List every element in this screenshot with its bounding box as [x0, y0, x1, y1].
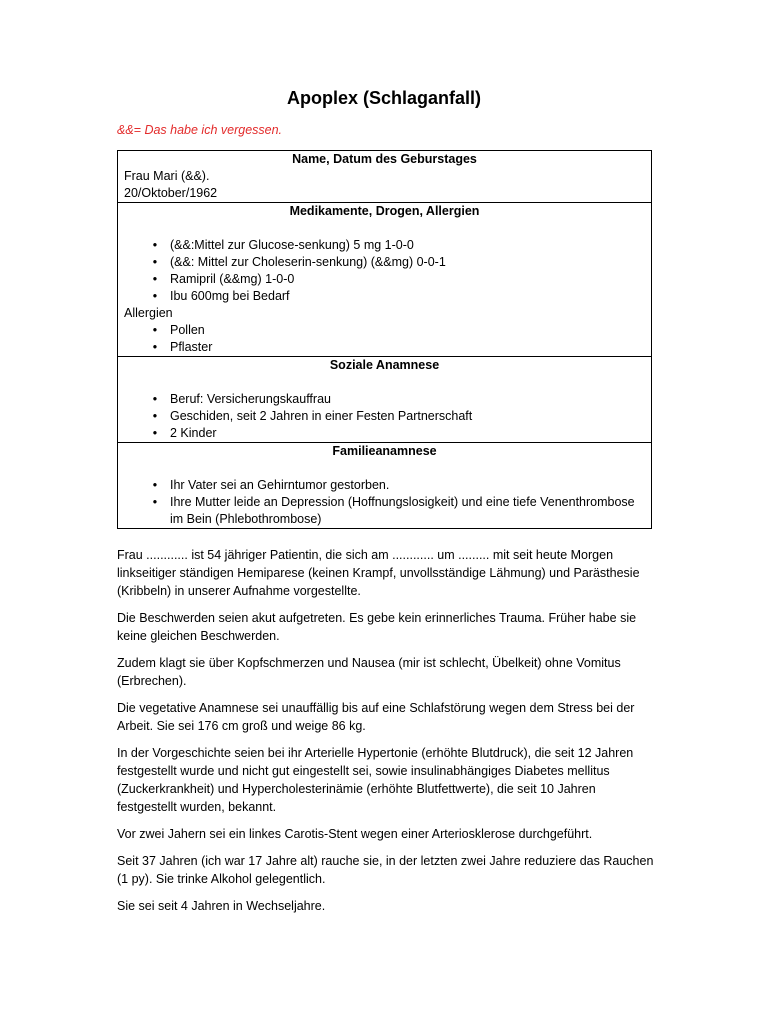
page-title: Apoplex (Schlaganfall): [286, 88, 482, 108]
social-section: [118, 357, 652, 443]
list-item: • (&&: Mittel zur Choleserin-senkung) (&&mg) 0-0-1: [124, 254, 645, 271]
name-section-header: Name, Datum des Geburstages: [292, 152, 477, 166]
patient-name: Frau Mari (&&).: [124, 169, 210, 183]
list-item: • Beruf: Versicherungskauffrau: [124, 391, 645, 408]
bullet-icon: •: [152, 289, 158, 303]
bullet-icon: •: [152, 272, 158, 286]
bullet-icon: •: [152, 392, 158, 406]
social-list: [124, 391, 645, 442]
list-item: • Pollen: [124, 322, 645, 339]
paragraph-presentation: Frau ............ ist 54 jähriger Patientin, die sich am ............ um ......... mit seit heute Morgen linkseitiger ständigen Hemiparese (keinen Krampf, unvollsständige Lähmung) und Parästhesie (Kribbeln) in unserer Aufnahme vorgestellte.: [117, 548, 640, 598]
bullet-icon: •: [152, 426, 158, 440]
bullet-icon: •: [152, 495, 158, 509]
list-item: • Ibu 600mg bei Bedarf: [124, 288, 645, 305]
paragraph-menopause: Sie sei seit 4 Jahren in Wechseljahre.: [117, 899, 326, 913]
paragraph-history: In der Vorgeschichte seien bei ihr Arterielle Hypertonie (erhöhte Blutdruck), die seit 12 Jahren festgestellt wurde und nicht gut eingestellt sei, sowie insulinabhängiges Diabetes mellitus (Zuckerkrankheit) und Hypercholesterinämie (erhöhte Blutfettwerte), die seit 10 Jahren festgestellt wurden, bekannt.: [117, 746, 634, 814]
social-section-header: Soziale Anamnese: [329, 358, 440, 372]
list-item: • Pflaster: [124, 339, 645, 356]
paragraph-symptoms: Zudem klagt sie über Kopfschmerzen und Nausea (mir ist schlecht, Übelkeit) ohne Vomitus (Erbrechen).: [117, 656, 621, 688]
bullet-icon: •: [152, 238, 158, 252]
paragraph-vegetative: Die vegetative Anamnese sei unauffällig bis auf eine Schlafstörung wegen dem Stress bei der Arbeit. Sie sei 176 cm groß und weige 86 kg.: [117, 701, 635, 733]
medication-list: [124, 237, 645, 305]
bullet-icon: •: [152, 478, 158, 492]
bullet-icon: •: [152, 323, 158, 337]
missing-info-note: &&= Das habe ich vergessen.: [117, 123, 283, 137]
list-item: • Ihr Vater sei an Gehirntumor gestorben.: [124, 477, 645, 494]
allergy-label: Allergien: [124, 306, 173, 320]
case-report-text: [117, 546, 657, 924]
allergy-list: [124, 322, 645, 356]
list-item: • Ihre Mutter leide an Depression (Hoffnungslosigkeit) und eine tiefe Venenthrombose im Bein (Phlebothrombose): [124, 494, 645, 528]
list-item: • 2 Kinder: [124, 425, 645, 442]
family-section: [118, 443, 652, 529]
patient-info-table: [117, 150, 652, 529]
patient-birthdate: 20/Oktober/1962: [124, 186, 218, 200]
name-section: [118, 151, 652, 203]
paragraph-onset: Die Beschwerden seien akut aufgetreten. Es gebe kein erinnerliches Trauma. Früher habe sie keine gleichen Beschwerden.: [117, 611, 637, 643]
list-item: • Ramipril (&&mg) 1-0-0: [124, 271, 645, 288]
family-list: [124, 477, 645, 528]
medication-section: [118, 203, 652, 357]
paragraph-smoking: Seit 37 Jahren (ich war 17 Jahre alt) rauche sie, in der letzten zwei Jahre reduziere das Rauchen (1 py). Sie trinke Alkohol gelegentlich.: [117, 854, 654, 886]
medication-section-header: Medikamente, Drogen, Allergien: [289, 204, 480, 218]
family-section-header: Familieanamnese: [332, 444, 437, 458]
bullet-icon: •: [152, 340, 158, 354]
list-item: • (&&:Mittel zur Glucose-senkung) 5 mg 1-0-0: [124, 237, 645, 254]
paragraph-stent: Vor zwei Jahern sei ein linkes Carotis-Stent wegen einer Arteriosklerose durchgeführt.: [117, 827, 593, 841]
bullet-icon: •: [152, 409, 158, 423]
list-item: • Geschiden, seit 2 Jahren in einer Festen Partnerschaft: [124, 408, 645, 425]
bullet-icon: •: [152, 255, 158, 269]
